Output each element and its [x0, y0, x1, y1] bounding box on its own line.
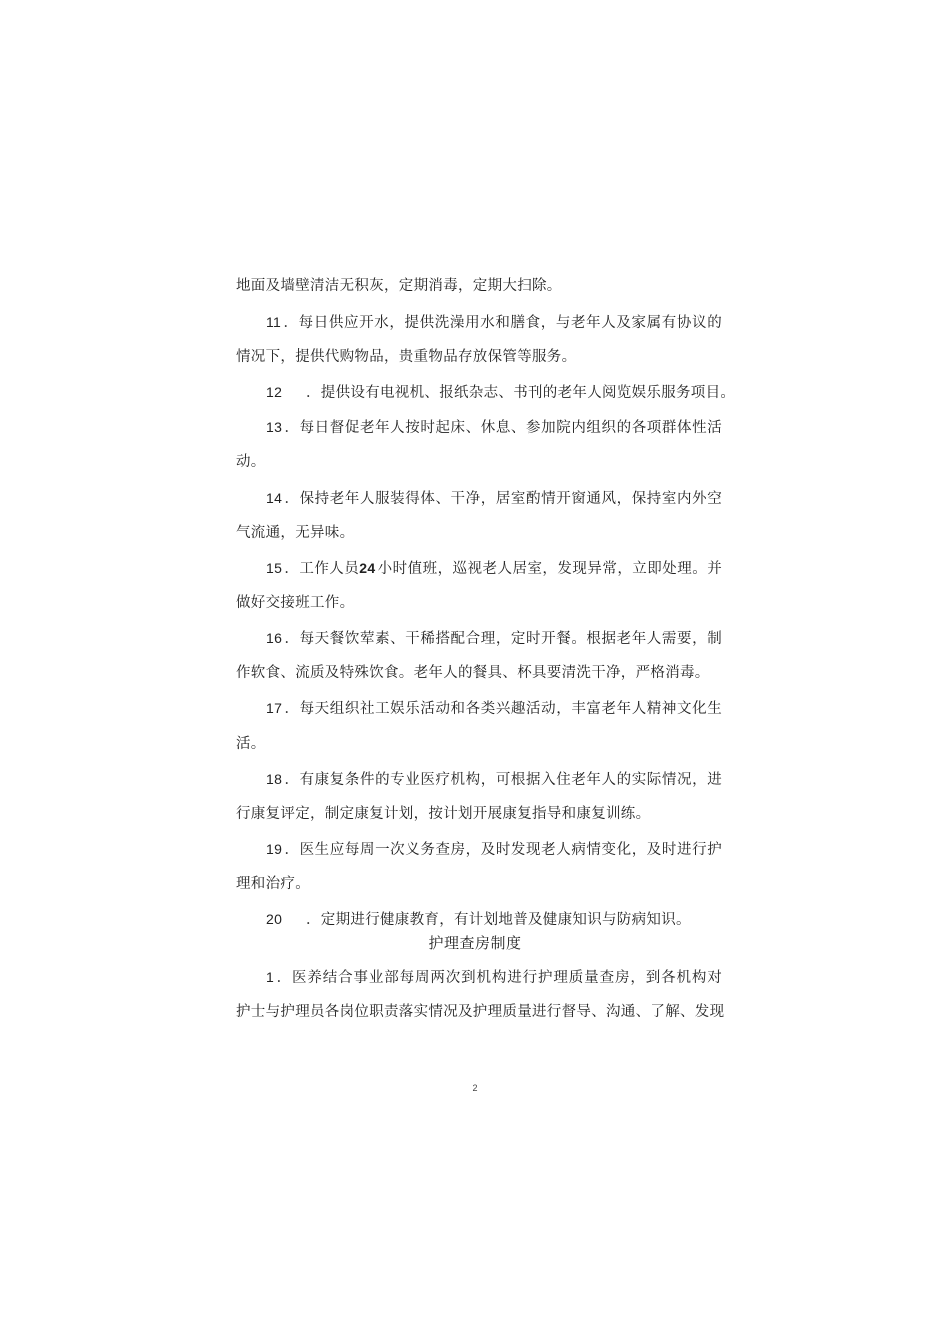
list-item-18-line1	[236, 769, 722, 790]
item-number: 16	[266, 630, 283, 646]
list-item-16-line1	[236, 628, 722, 649]
list-item-11-line1	[236, 312, 722, 333]
page-number: 2	[472, 1083, 478, 1093]
item-text: ．定期进行健康教育，有计划地普及健康知识与防病知识。	[306, 912, 691, 928]
list-item-14-line2: 气流通，无异味。	[236, 525, 355, 541]
list-item-17-line1	[236, 698, 722, 719]
item-text: ．每天组织社工娱乐活动和各类兴趣活动，丰富老年人精神文化生	[284, 701, 722, 717]
item-text: ．每日督促老年人按时起床、休息、参加院内组织的各项群体性活	[284, 420, 722, 436]
item-text: ．提供设有电视机、报纸杂志、书刊的老年人阅览娱乐服务项目。	[306, 385, 736, 401]
list-item-18-line2: 行康复评定，制定康复计划，按计划开展康复指导和康复训练。	[236, 806, 651, 822]
item-text: ．保持老年人服装得体、干净，居室酌情开窗通风，保持室内外空	[284, 491, 722, 507]
item-number: 14	[266, 490, 283, 506]
list-item-17-line2: 活。	[236, 736, 266, 752]
list-item-15-line2: 做好交接班工作。	[236, 595, 355, 611]
item-text: 小时值班，巡视老人居室，发现异常，立即处理。并	[377, 561, 723, 577]
item-text: ．医养结合事业部每周两次到机构进行护理质量查房，到各机构对	[276, 970, 722, 986]
item-number: 15	[266, 560, 283, 576]
item-text: ．工作人员	[284, 561, 360, 577]
section-item-1-line1	[236, 967, 722, 988]
item-number: 11	[266, 314, 282, 330]
list-item-19-line2: 理和治疗。	[236, 876, 310, 892]
list-item-16-line2: 作软食、流质及特殊饮食。老年人的餐具、杯具要清洗干净，严格消毒。	[236, 665, 710, 681]
item-number: 17	[266, 700, 283, 716]
list-item-19-line1	[236, 839, 722, 860]
section-item-1-line2: 护士与护理员各岗位职责落实情况及护理质量进行督导、沟通、了解、发现	[236, 1004, 725, 1020]
list-item-14-line1	[236, 488, 722, 509]
list-item-20-line1	[236, 909, 722, 930]
list-item-12-line1	[236, 382, 736, 403]
item-number: 20	[266, 911, 283, 927]
list-item-13-line1	[236, 417, 722, 438]
item-number: 13	[266, 419, 283, 435]
list-item-11-line2: 情况下，提供代购物品，贵重物品存放保管等服务。	[236, 349, 577, 365]
item-number: 1	[266, 969, 275, 985]
section-title: 护理查房制度	[428, 934, 522, 952]
item-number: 19	[266, 841, 283, 857]
item-text: ．每日供应开水，提供洗澡用水和膳食，与老年人及家属有协议的	[283, 315, 722, 331]
paragraph-continuation: 地面及墙壁清洁无积灰，定期消毒，定期大扫除。	[236, 278, 562, 294]
item-inline-number: 24	[359, 560, 376, 576]
item-number: 18	[266, 771, 283, 787]
list-item-15-line1	[236, 558, 722, 579]
item-text: ．有康复条件的专业医疗机构，可根据入住老年人的实际情况，进	[284, 772, 722, 788]
item-text: ．医生应每周一次义务查房，及时发现老人病情变化，及时进行护	[284, 842, 722, 858]
item-number: 12	[266, 384, 283, 400]
item-text: ．每天餐饮荤素、干稀搭配合理，定时开餐。根据老年人需要，制	[284, 631, 722, 647]
list-item-13-line2: 动。	[236, 454, 266, 470]
